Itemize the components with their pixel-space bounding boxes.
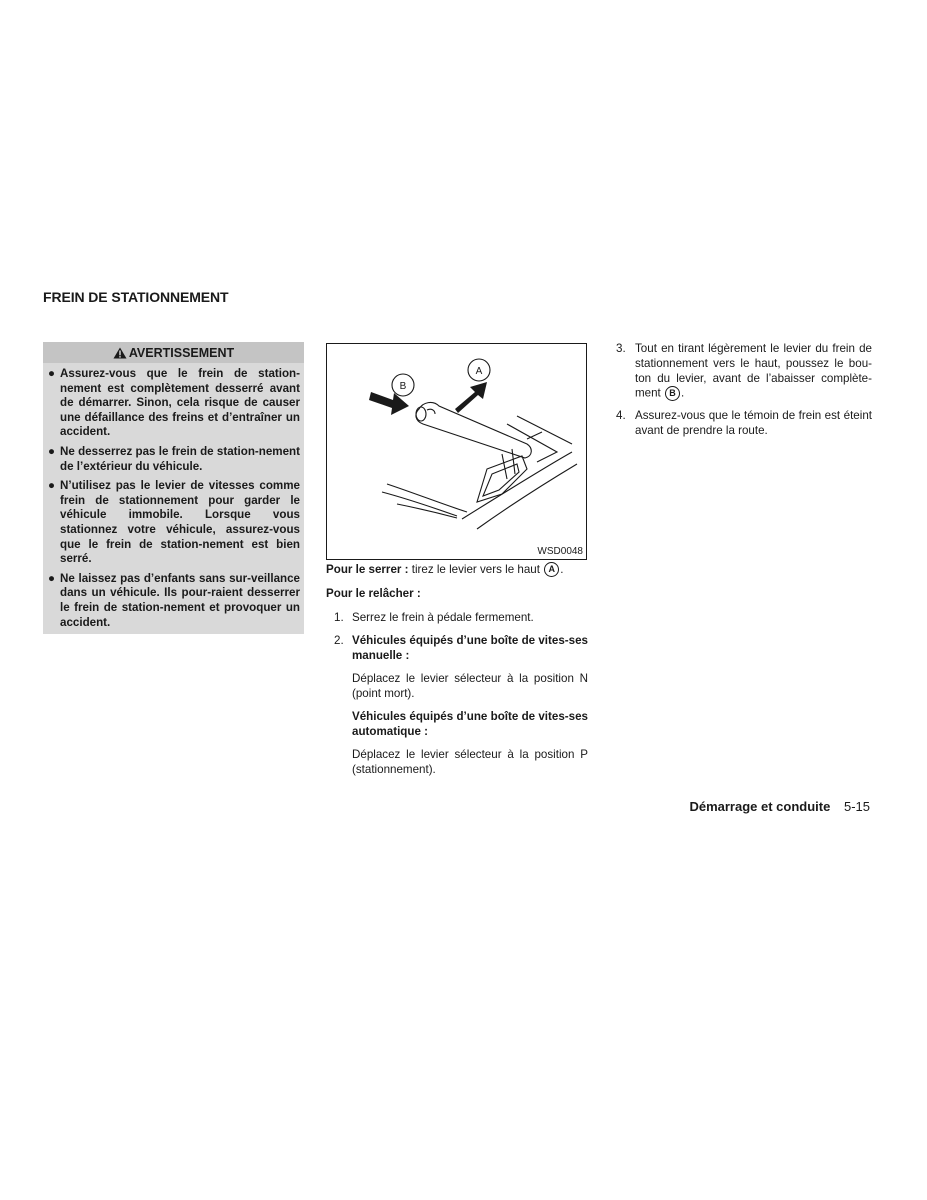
figure-code: WSD0048 [537, 546, 583, 557]
warning-item: ● Assurez-vous que le frein de station-nement est complètement desserré avant de démarrer. Sinon, cela risque de causer une défaillance des freins et d’entraîner un accident. [48, 367, 300, 439]
parking-brake-figure [326, 343, 587, 560]
bullet-icon: ● [48, 444, 56, 458]
figure-label-b: B [399, 381, 407, 392]
bullet-icon: ● [48, 479, 56, 493]
bullet-icon: ● [48, 367, 56, 380]
middle-column [326, 562, 588, 785]
warning-header [43, 342, 304, 363]
page-footer [689, 799, 870, 814]
warning-item: ● Ne laissez pas d’enfants sans sur-veillance dans un véhicule. Ils pour-raient desserrer le frein de station-nement et provoquer un accident. [48, 571, 300, 629]
apply-paragraph: Pour le serrer : tirez le levier vers le haut A . [326, 563, 564, 576]
bullet-icon: ● [48, 571, 56, 585]
auto-text: Déplacez le levier sélecteur à la position P (stationnement). [352, 748, 588, 777]
manual-heading: Véhicules équipés d’une boîte de vites-ses manuelle : [352, 634, 588, 663]
ref-circle-b: B [665, 386, 680, 401]
page-number: 5-15 [843, 799, 870, 814]
footer-section: Démarrage et conduite [689, 799, 831, 814]
warning-list [43, 363, 304, 630]
auto-heading: Véhicules équipés d’une boîte de vites-ses automatique : [352, 710, 588, 739]
release-step-3: 3. Tout en tirant légèrement le levier du frein de stationnement vers le haut, poussez le bou-ton du levier, avant de l’abaisser complète-ment B . [616, 342, 872, 400]
release-heading: Pour le relâcher : [326, 587, 421, 601]
release-step-1: 1. Serrez le frein à pédale fermement. [334, 611, 534, 625]
warning-item: ● Ne desserrez pas le frein de station-nement de l’extérieur du véhicule. [48, 444, 300, 473]
section-title: FREIN DE STATIONNEMENT [43, 289, 229, 305]
warning-item: ● N’utilisez pas le levier de vitesses comme frein de stationnement pour garder le véhicule immobile. Lorsque vous stationnez votre véhicule, assurez-vous que le frein de station-nement est bien serré. [48, 479, 300, 566]
right-column [616, 342, 872, 445]
apply-label: Pour le serrer : [326, 563, 409, 576]
warning-box [43, 342, 304, 634]
warning-title: AVERTISSEMENT [128, 345, 235, 360]
release-step-2: 2. Véhicules équipés d’une boîte de vites-ses manuelle : [334, 634, 588, 663]
manual-text: Déplacez le levier sélecteur à la position N (point mort). [352, 672, 588, 701]
parking-brake-illustration [327, 344, 586, 559]
figure-label-a: A [475, 366, 483, 377]
warning-triangle-icon [113, 347, 127, 359]
release-step-4: 4. Assurez-vous que le témoin de frein est éteint avant de prendre la route. [616, 408, 872, 437]
apply-text: tirez le levier vers le haut [411, 563, 540, 576]
ref-circle-a: A [544, 562, 559, 577]
